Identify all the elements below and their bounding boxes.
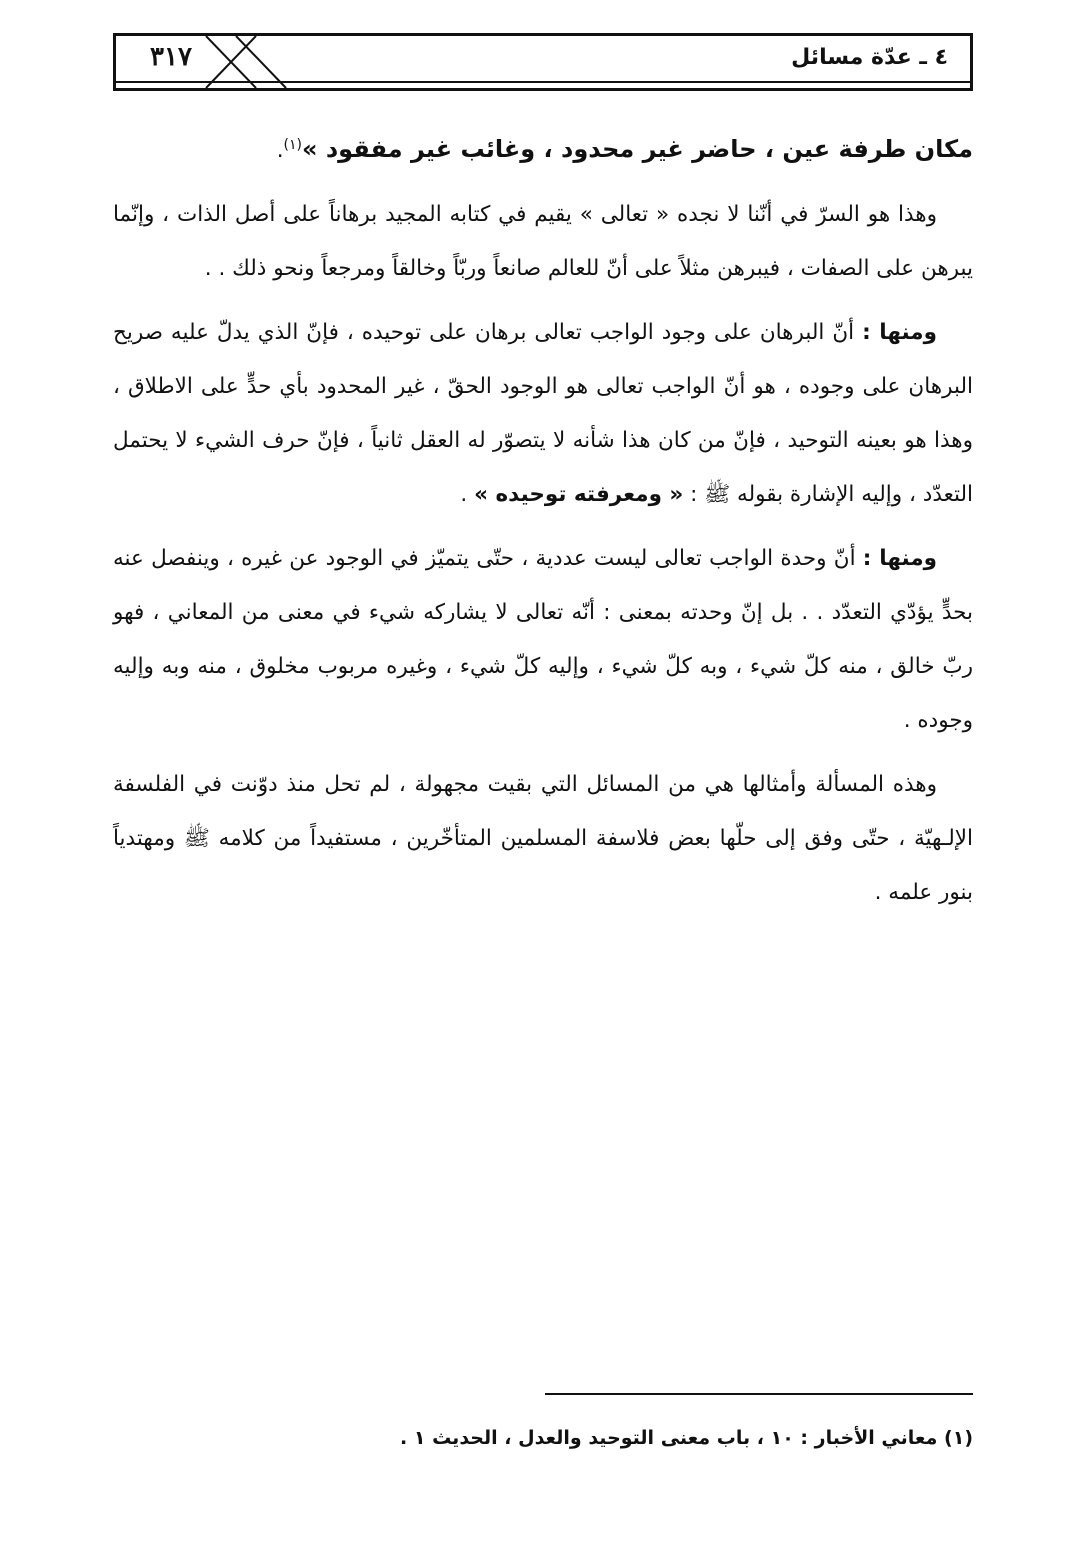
chapter-title: ٤ ـ عدّة مسائل [791, 45, 948, 70]
hadith-quote: « ومعرفته توحيده » [474, 482, 684, 507]
paragraph [113, 532, 973, 748]
paragraph-lead: ومنها : [862, 320, 937, 345]
footnote: (١) معاني الأخبار : ١٠ ، باب معنى التوحيد والعدل ، الحديث ١ . [400, 1427, 973, 1449]
para-end: . [460, 482, 475, 507]
footnote-divider [545, 1393, 973, 1395]
paragraph-text: وهذه المسألة وأمثالها هي من المسائل التي بقيت مجهولة ، لم تحل منذ دوّنت في الفلسفة الإلـهيّة ، حتّى وفق إلى حلّها بعض فلاسفة المسلمين المتأخّرين ، مستفيداً من كلامه ﷺ ومهتدياً بنور علمه . [113, 772, 973, 905]
page-header [113, 33, 973, 91]
page-number: ٣١٧ [150, 42, 192, 72]
quote-continuation: مكان طرفة عين ، حاضر غير محدود ، وغائب غير مفقود » [302, 135, 973, 163]
footnote-ref: (١) [283, 136, 302, 153]
paragraph-text: أنّ البرهان على وجود الواجب تعالى برهان على توحيده ، فإنّ الذي يدلّ عليه صريح البرهان على وجوده ، هو أنّ الواجب تعالى هو الوجود الحقّ ، غير المحدود بأي حدٍّ على الاطلاق ، وهذا هو بعينه التوحيد ، فإنّ من كان هذا شأنه لا يتصوّر له العقل ثانياً ، فإنّ حرف الشيء لا يحتمل التعدّد ، وإليه الإشارة بقوله ﷺ : [113, 320, 973, 507]
paragraph [113, 758, 973, 920]
main-text [113, 122, 973, 930]
paragraph [113, 122, 973, 178]
paragraph-text: أنّ وحدة الواجب تعالى ليست عددية ، حتّى يتميّز في الوجود عن غيره ، وينفصل عنه بحدٍّ يؤدّي التعدّد . . بل إنّ وحدته بمعنى : أنّه تعالى لا يشاركه شيء في معنى من المعاني ، فهو ربّ خالق ، منه كلّ شيء ، وبه كلّ شيء ، وإليه كلّ شيء ، وغيره مربوب مخلوق ، منه وبه وإليه وجوده . [113, 546, 973, 733]
paragraph [113, 306, 973, 522]
para-end: . [276, 138, 284, 163]
header-rule [116, 81, 970, 83]
paragraph [113, 188, 973, 296]
paragraph-text: وهذا هو السرّ في أنّنا لا نجده « تعالى » يقيم في كتابه المجيد برهاناً على أصل الذات ، وإنّما يبرهن على الصفات ، فيبرهن مثلاً على أنّ للعالم صانعاً وربّاً وخالقاً ومرجعاً ونحو ذلك . . [113, 202, 973, 281]
paragraph-lead: ومنها : [862, 546, 937, 571]
